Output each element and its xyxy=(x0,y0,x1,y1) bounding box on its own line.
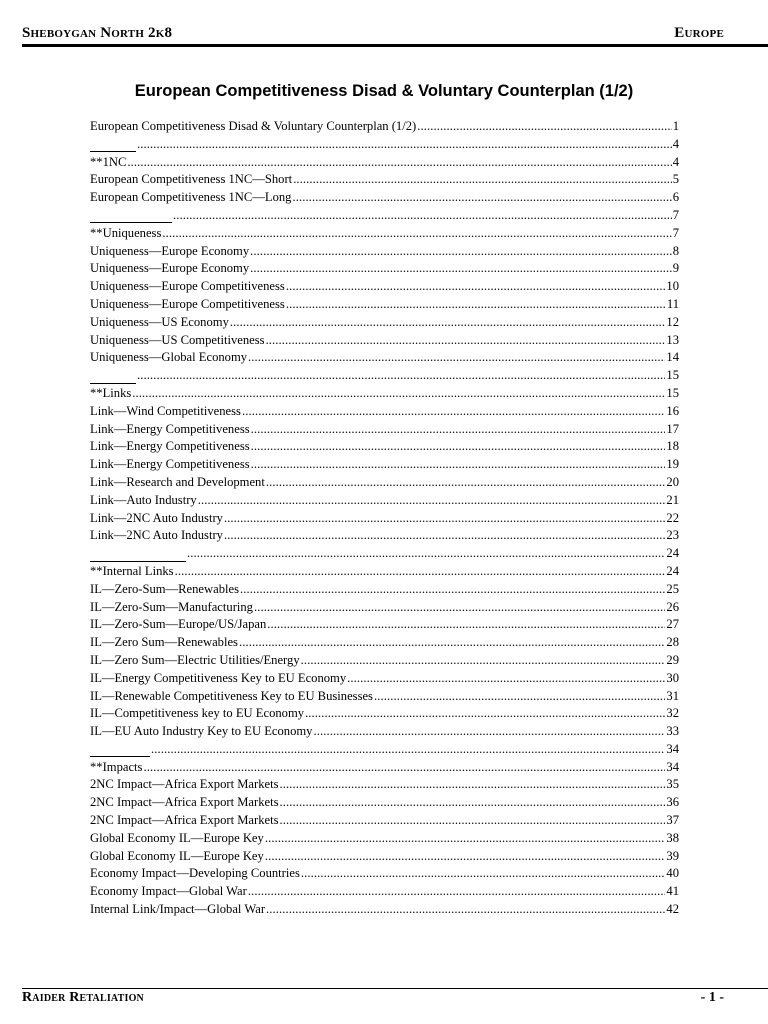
toc-dot-leader xyxy=(347,670,665,688)
toc-dot-leader xyxy=(187,545,665,563)
toc-dot-leader xyxy=(132,385,665,403)
toc-entry[interactable] xyxy=(90,243,679,261)
toc-entry-page: 39 xyxy=(666,848,679,863)
toc-entry-page: 24 xyxy=(666,563,679,578)
toc-entry[interactable] xyxy=(90,865,679,883)
toc-entry-title: Link—Energy Competitiveness xyxy=(90,457,250,472)
toc-entry-page: 30 xyxy=(666,670,679,685)
toc-entry-title: IL—Zero-Sum—Renewables xyxy=(90,581,239,596)
toc-entry-page: 1 xyxy=(672,119,679,133)
toc-entry[interactable] xyxy=(90,688,679,706)
page-number: - 1 - xyxy=(700,990,724,1005)
toc-entry-page: 16 xyxy=(666,403,679,418)
table-of-contents xyxy=(90,118,679,919)
toc-entry-title: European Competitiveness 1NC—Long xyxy=(90,190,292,205)
toc-dot-leader xyxy=(240,581,665,599)
toc-entry-title: Uniqueness—US Economy xyxy=(90,314,229,329)
toc-entry[interactable] xyxy=(90,723,679,741)
toc-entry[interactable] xyxy=(90,527,679,545)
toc-entry-title: 2NC Impact—Africa Export Markets xyxy=(90,777,279,792)
toc-entry-title: IL—Energy Competitiveness Key to EU Economy xyxy=(90,670,347,685)
toc-entry[interactable] xyxy=(90,207,679,225)
toc-entry-title: 2NC Impact—Africa Export Markets xyxy=(90,813,279,828)
toc-entry-blank-line xyxy=(90,210,172,223)
toc-entry[interactable] xyxy=(90,883,679,901)
toc-entry-page: 7 xyxy=(672,225,679,240)
toc-dot-leader xyxy=(198,492,666,510)
toc-entry-title: Global Economy IL—Europe Key xyxy=(90,830,264,845)
toc-entry-title: Link—2NC Auto Industry xyxy=(90,510,223,525)
toc-dot-leader xyxy=(250,243,672,261)
toc-entry-title: Uniqueness—US Competitiveness xyxy=(90,332,265,347)
toc-dot-leader xyxy=(293,171,672,189)
toc-entry-page: 36 xyxy=(666,795,679,810)
toc-entry-page: 34 xyxy=(666,759,679,774)
toc-entry-title: Uniqueness—Europe Economy xyxy=(90,261,250,276)
toc-entry-blank-line xyxy=(90,139,136,152)
toc-dot-leader xyxy=(162,225,671,243)
toc-entry-title: **Links xyxy=(90,385,132,400)
toc-entry[interactable] xyxy=(90,349,679,367)
toc-entry-title: Uniqueness—Europe Economy xyxy=(90,243,250,258)
toc-dot-leader xyxy=(175,563,666,581)
toc-entry[interactable] xyxy=(90,225,679,243)
toc-entry[interactable] xyxy=(90,189,679,207)
toc-dot-leader xyxy=(266,332,666,350)
toc-dot-leader xyxy=(230,314,666,332)
header-right: Europe xyxy=(674,25,724,41)
page-footer xyxy=(22,990,724,1006)
toc-dot-leader xyxy=(286,278,666,296)
toc-entry-page: 41 xyxy=(666,884,679,899)
toc-dot-leader xyxy=(254,599,665,617)
toc-entry[interactable] xyxy=(90,456,679,474)
toc-entry-page: 29 xyxy=(666,652,679,667)
toc-entry-page: 5 xyxy=(672,172,679,187)
toc-entry[interactable] xyxy=(90,314,679,332)
toc-entry[interactable] xyxy=(90,474,679,492)
toc-dot-leader xyxy=(265,848,666,866)
toc-entry-page: 17 xyxy=(666,421,679,436)
toc-entry[interactable] xyxy=(90,616,679,634)
toc-entry-blank-line xyxy=(90,549,186,562)
toc-entry-page: 14 xyxy=(666,350,679,365)
toc-dot-leader xyxy=(280,794,666,812)
toc-entry-page: 8 xyxy=(672,243,679,258)
toc-entry[interactable] xyxy=(90,118,679,136)
toc-dot-leader xyxy=(137,367,665,385)
toc-entry[interactable] xyxy=(90,492,679,510)
toc-entry[interactable] xyxy=(90,421,679,439)
toc-entry[interactable] xyxy=(90,438,679,456)
toc-dot-leader xyxy=(251,438,666,456)
toc-entry-title: European Competitiveness Disad & Voluntary Counterplan (1/2) xyxy=(90,119,417,133)
toc-entry-title: Link—Research and Development xyxy=(90,474,265,489)
toc-entry-page: 35 xyxy=(666,777,679,792)
toc-dot-leader xyxy=(265,830,666,848)
toc-entry-title: Economy Impact—Global War xyxy=(90,884,247,899)
toc-entry-page: 7 xyxy=(672,207,679,222)
toc-entry-title: Link—Energy Competitiveness xyxy=(90,439,250,454)
toc-entry-title: Uniqueness—Europe Competitiveness xyxy=(90,296,285,311)
toc-entry[interactable] xyxy=(90,367,679,385)
toc-entry-title: Uniqueness—Global Economy xyxy=(90,350,248,365)
toc-entry[interactable] xyxy=(90,563,679,581)
toc-entry-title: **Impacts xyxy=(90,759,143,774)
toc-entry[interactable] xyxy=(90,652,679,670)
toc-entry-page: 27 xyxy=(666,617,679,632)
toc-dot-leader xyxy=(266,901,665,919)
toc-dot-leader xyxy=(267,616,665,634)
toc-entry-title: IL—Competitiveness key to EU Economy xyxy=(90,706,305,721)
toc-entry[interactable] xyxy=(90,581,679,599)
toc-entry-title: **1NC xyxy=(90,154,127,169)
toc-dot-leader xyxy=(224,510,665,528)
toc-entry-page: 25 xyxy=(666,581,679,596)
toc-entry-page: 24 xyxy=(666,546,679,561)
toc-entry-page: 34 xyxy=(666,741,679,756)
toc-entry[interactable] xyxy=(90,670,679,688)
toc-dot-leader xyxy=(251,456,666,474)
toc-dot-leader xyxy=(374,688,665,706)
toc-entry[interactable] xyxy=(90,296,679,314)
toc-entry[interactable] xyxy=(90,776,679,794)
toc-entry-page: 4 xyxy=(672,136,679,151)
toc-entry[interactable] xyxy=(90,759,679,777)
toc-entry-page: 26 xyxy=(666,599,679,614)
toc-entry-page: 12 xyxy=(666,314,679,329)
header-left: Sheboygan North 2k8 xyxy=(22,25,173,41)
toc-entry-page: 6 xyxy=(672,190,679,205)
toc-dot-leader xyxy=(292,189,671,207)
toc-entry-page: 19 xyxy=(666,457,679,472)
toc-dot-leader xyxy=(151,741,665,759)
toc-entry[interactable] xyxy=(90,741,679,759)
toc-entry-title: Link—Auto Industry xyxy=(90,492,197,507)
toc-entry-page: 33 xyxy=(666,724,679,739)
toc-entry[interactable] xyxy=(90,830,679,848)
toc-dot-leader xyxy=(248,349,665,367)
toc-entry-title: IL—Zero-Sum—Manufacturing xyxy=(90,599,253,614)
toc-entry-page: 28 xyxy=(666,635,679,650)
toc-dot-leader xyxy=(305,705,665,723)
toc-entry[interactable] xyxy=(90,599,679,617)
toc-dot-leader xyxy=(301,865,666,883)
toc-entry-page: 37 xyxy=(666,813,679,828)
toc-entry-title: **Internal Links xyxy=(90,563,174,578)
toc-dot-leader xyxy=(286,296,666,314)
toc-entry-page: 21 xyxy=(666,492,679,507)
toc-entry-title: Internal Link/Impact—Global War xyxy=(90,902,266,917)
toc-dot-leader xyxy=(239,634,665,652)
toc-entry-title: IL—Renewable Competitiveness Key to EU Businesses xyxy=(90,688,373,703)
toc-entry[interactable] xyxy=(90,812,679,830)
toc-entry[interactable] xyxy=(90,794,679,812)
toc-entry-title: Link—2NC Auto Industry xyxy=(90,528,223,543)
toc-dot-leader xyxy=(280,812,666,830)
toc-dot-leader xyxy=(313,723,665,741)
toc-entry-title: IL—Zero Sum—Renewables xyxy=(90,635,238,650)
toc-entry-title: Economy Impact—Developing Countries xyxy=(90,866,300,881)
toc-dot-leader xyxy=(173,207,672,225)
toc-dot-leader xyxy=(417,118,671,136)
toc-entry-page: 22 xyxy=(666,510,679,525)
toc-entry-page: 18 xyxy=(666,439,679,454)
toc-dot-leader xyxy=(143,759,665,777)
footer-left: Raider Retaliation xyxy=(22,990,144,1005)
toc-entry-page: 23 xyxy=(666,528,679,543)
toc-entry[interactable] xyxy=(90,634,679,652)
toc-entry-title: **Uniqueness xyxy=(90,225,162,240)
toc-entry-page: 32 xyxy=(666,706,679,721)
toc-entry[interactable] xyxy=(90,154,679,172)
toc-entry-title: IL—Zero-Sum—Europe/US/Japan xyxy=(90,617,267,632)
toc-dot-leader xyxy=(137,136,672,154)
toc-entry[interactable] xyxy=(90,545,679,563)
toc-entry[interactable] xyxy=(90,705,679,723)
toc-dot-leader xyxy=(250,260,672,278)
toc-entry-title: Uniqueness—Europe Competitiveness xyxy=(90,279,285,294)
toc-dot-leader xyxy=(280,776,666,794)
toc-entry-page: 31 xyxy=(666,688,679,703)
toc-entry-page: 42 xyxy=(666,902,679,917)
toc-dot-leader xyxy=(224,527,665,545)
header-divider xyxy=(22,44,768,47)
page-title: European Competitiveness Disad & Voluntary Counterplan (1/2) xyxy=(134,82,634,100)
toc-entry-title: European Competitiveness 1NC—Short xyxy=(90,172,293,187)
toc-dot-leader xyxy=(248,883,666,901)
toc-entry[interactable] xyxy=(90,848,679,866)
toc-entry-page: 4 xyxy=(672,154,679,169)
toc-dot-leader xyxy=(301,652,666,670)
toc-entry[interactable] xyxy=(90,403,679,421)
toc-entry[interactable] xyxy=(90,171,679,189)
footer-divider xyxy=(22,988,768,989)
toc-entry-page: 15 xyxy=(666,368,679,383)
toc-entry-page: 11 xyxy=(666,296,679,311)
toc-entry[interactable] xyxy=(90,510,679,528)
toc-entry-page: 40 xyxy=(666,866,679,881)
toc-entry-title: IL—EU Auto Industry Key to EU Economy xyxy=(90,724,313,739)
toc-entry[interactable] xyxy=(90,332,679,350)
toc-dot-leader xyxy=(127,154,671,172)
toc-entry-page: 15 xyxy=(666,385,679,400)
toc-dot-leader xyxy=(251,421,666,439)
toc-entry-page: 10 xyxy=(666,279,679,294)
toc-entry-page: 20 xyxy=(666,474,679,489)
toc-entry-title: 2NC Impact—Africa Export Markets xyxy=(90,795,279,810)
toc-entry-blank-line xyxy=(90,371,136,384)
toc-entry-title: Link—Wind Competitiveness xyxy=(90,403,241,418)
toc-entry-blank-line xyxy=(90,744,150,757)
page-header xyxy=(22,24,724,42)
toc-entry[interactable] xyxy=(90,260,679,278)
toc-entry-page: 38 xyxy=(666,830,679,845)
toc-entry[interactable] xyxy=(90,278,679,296)
toc-entry[interactable] xyxy=(90,901,679,919)
toc-entry-title: Link—Energy Competitiveness xyxy=(90,421,250,436)
toc-entry-page: 13 xyxy=(666,332,679,347)
toc-entry-title: Global Economy IL—Europe Key xyxy=(90,848,264,863)
toc-entry[interactable] xyxy=(90,385,679,403)
toc-entry-title: IL—Zero Sum—Electric Utilities/Energy xyxy=(90,652,300,667)
toc-entry[interactable] xyxy=(90,136,679,154)
toc-dot-leader xyxy=(242,403,665,421)
toc-entry-page: 9 xyxy=(672,261,679,276)
toc-dot-leader xyxy=(266,474,666,492)
